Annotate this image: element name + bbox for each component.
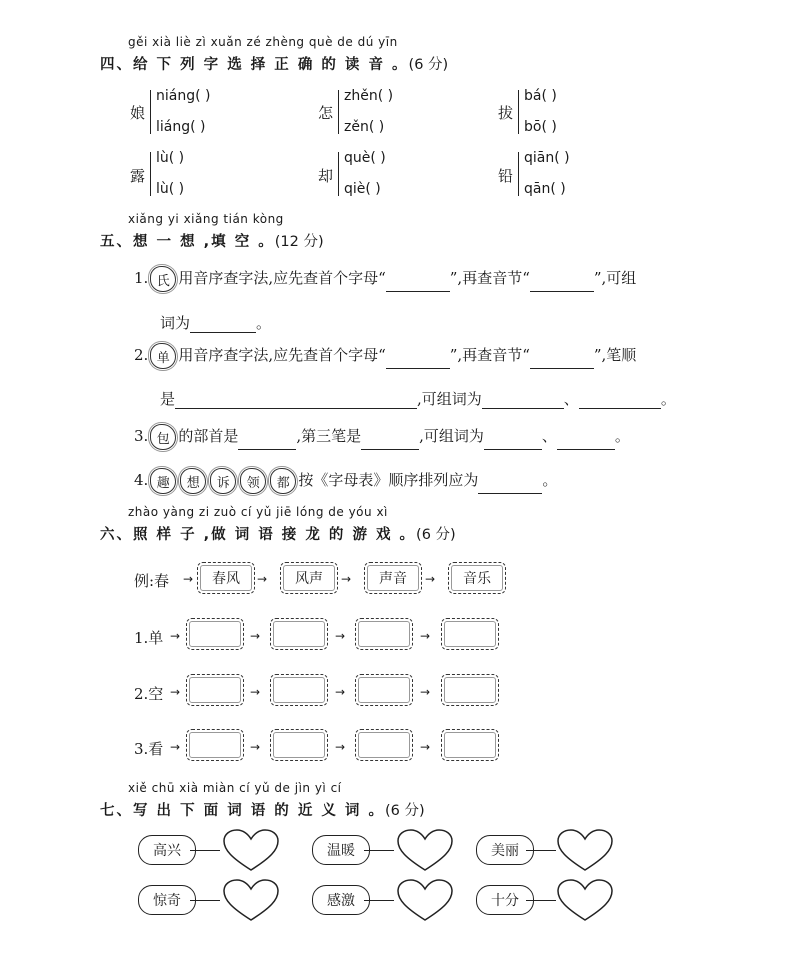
example-label: 例:春 — [134, 572, 170, 590]
heart-answer-box[interactable] — [556, 878, 614, 922]
connector-line — [190, 850, 220, 851]
word-oval: 高兴 — [138, 835, 196, 865]
sec6-pinyin: zhào yàng zi zuò cí yǔ jiē lóng de yóu xì — [128, 505, 388, 519]
option[interactable]: bō( ) — [524, 119, 557, 135]
option[interactable]: què( ) — [344, 150, 386, 166]
q2-text: ,可组词为 — [417, 390, 482, 408]
answer-box[interactable] — [186, 729, 244, 761]
sec4-title — [100, 53, 448, 74]
answer-box[interactable] — [186, 674, 244, 706]
answer-box[interactable] — [355, 729, 413, 761]
arrow-icon: → — [335, 740, 346, 754]
char-que: 却 — [318, 167, 334, 185]
heart-answer-box[interactable] — [222, 828, 280, 872]
flower-char: 单 — [150, 343, 176, 369]
arrow-icon: → — [170, 685, 181, 699]
q2-text: ”,笔顺 — [593, 346, 637, 364]
heart-answer-box[interactable] — [222, 878, 280, 922]
q2-line2 — [160, 388, 676, 409]
word-box: 春风 — [197, 562, 255, 594]
char-qian: 铅 — [498, 167, 514, 185]
option[interactable]: zěn( ) — [344, 119, 385, 135]
arrow-icon: → — [335, 685, 346, 699]
row-label: 3.看 — [134, 740, 164, 758]
char-niang: 娘 — [130, 104, 146, 122]
arrow-icon: → — [425, 572, 436, 586]
arrow-icon: → — [250, 685, 261, 699]
q2-text: 。 — [660, 390, 676, 408]
option[interactable]: niáng( ) — [156, 88, 211, 104]
answer-box[interactable] — [441, 674, 499, 706]
answer-box[interactable] — [441, 618, 499, 650]
answer-box[interactable] — [270, 618, 328, 650]
option[interactable]: lù( ) — [156, 150, 185, 166]
arrow-icon: → — [250, 629, 261, 643]
q3-line — [134, 424, 630, 450]
q3-number: 3. — [134, 427, 149, 445]
option[interactable]: zhěn( ) — [344, 88, 394, 104]
option[interactable]: liáng( ) — [156, 119, 206, 135]
flower-char: 领 — [240, 468, 266, 494]
answer-blank[interactable] — [482, 393, 564, 409]
q1-number: 1. — [134, 269, 149, 287]
q3-text: 。 — [614, 427, 630, 445]
answer-blank[interactable] — [530, 353, 594, 369]
q2-text: 、 — [563, 390, 579, 408]
flower-char: 想 — [180, 468, 206, 494]
q3-text: ,可组词为 — [419, 427, 484, 445]
answer-box[interactable] — [270, 729, 328, 761]
answer-blank[interactable] — [386, 353, 450, 369]
q1-text: 用音序查字法,应先查首个字母“ — [178, 269, 386, 287]
word-oval: 美丽 — [476, 835, 534, 865]
flower-char: 包 — [150, 424, 176, 450]
connector-line — [526, 900, 556, 901]
answer-box[interactable] — [441, 729, 499, 761]
option[interactable]: qān( ) — [524, 181, 566, 197]
answer-blank[interactable] — [557, 434, 615, 450]
answer-box[interactable] — [186, 618, 244, 650]
q4-text: 。 — [542, 471, 558, 489]
word-oval: 十分 — [476, 885, 534, 915]
sec5-title — [100, 230, 324, 251]
answer-blank[interactable] — [484, 434, 542, 450]
arrow-icon: → — [183, 572, 194, 586]
q1-text: ”,再查音节“ — [449, 269, 530, 287]
char-zen: 怎 — [318, 104, 334, 122]
answer-blank[interactable] — [386, 276, 450, 292]
q3-text: 的部首是 — [178, 427, 239, 445]
flower-char: 都 — [270, 468, 296, 494]
sec7-score: (6 分) — [384, 803, 425, 819]
answer-blank[interactable] — [579, 393, 661, 409]
q4-text: 按《字母表》顺序排列应为 — [298, 471, 479, 489]
sec6-title-text: 六、照 样 子 ,做 词 语 接 龙 的 游 戏 。 — [100, 527, 417, 543]
answer-blank[interactable] — [175, 393, 417, 409]
flower-char: 诉 — [210, 468, 236, 494]
arrow-icon: → — [420, 685, 431, 699]
q2-text: 是 — [160, 390, 176, 408]
connector-line — [364, 900, 394, 901]
answer-blank[interactable] — [190, 317, 256, 333]
sec5-pinyin: xiǎng yi xiǎng tián kòng — [128, 212, 284, 226]
arrow-icon: → — [170, 629, 181, 643]
q2-text: 用音序查字法,应先查首个字母“ — [178, 346, 386, 364]
connector-line — [364, 850, 394, 851]
heart-answer-box[interactable] — [396, 828, 454, 872]
sec7-title — [100, 799, 425, 820]
q1-text: 词为 — [160, 314, 191, 332]
word-oval: 温暖 — [312, 835, 370, 865]
word-oval: 惊奇 — [138, 885, 196, 915]
option[interactable]: qiān( ) — [524, 150, 570, 166]
word-box: 音乐 — [448, 562, 506, 594]
answer-blank[interactable] — [530, 276, 594, 292]
q4-line — [134, 468, 557, 494]
answer-box[interactable] — [270, 674, 328, 706]
flower-char: 氏 — [150, 266, 176, 292]
arrow-icon: → — [257, 572, 268, 586]
arrow-icon: → — [420, 629, 431, 643]
word-box: 风声 — [280, 562, 338, 594]
arrow-icon: → — [341, 572, 352, 586]
option[interactable]: bá( ) — [524, 88, 557, 104]
connector-line — [526, 850, 556, 851]
q1-line2 — [160, 312, 271, 333]
q2-number: 2. — [134, 346, 149, 364]
row-label: 2.空 — [134, 685, 164, 703]
q1-line1 — [134, 266, 636, 292]
sec7-title-text: 七、写 出 下 面 词 语 的 近 义 词 。 — [100, 803, 385, 819]
sec7-pinyin: xiě chū xià miàn cí yǔ de jìn yì cí — [128, 781, 342, 795]
sec4-pinyin: gěi xià liè zì xuǎn zé zhèng què de dú yīn — [128, 35, 398, 49]
answer-blank[interactable] — [238, 434, 296, 450]
arrow-icon: → — [170, 740, 181, 754]
sec5-score: (12 分) — [274, 234, 324, 250]
answer-box[interactable] — [355, 618, 413, 650]
answer-blank[interactable] — [361, 434, 419, 450]
q3-text: ,第三笔是 — [296, 427, 362, 445]
arrow-icon: → — [250, 740, 261, 754]
q1-text: 。 — [256, 314, 272, 332]
q1-text: ”,可组 — [593, 269, 637, 287]
q2-text: ”,再查音节“ — [449, 346, 530, 364]
sec4-title-text: 四、给 下 列 字 选 择 正 确 的 读 音 。 — [100, 57, 409, 73]
word-oval: 感激 — [312, 885, 370, 915]
answer-blank[interactable] — [478, 478, 542, 494]
char-ba: 拔 — [498, 104, 514, 122]
sec5-title-text: 五、想 一 想 ,填 空 。 — [100, 234, 275, 250]
sec6-title — [100, 523, 456, 544]
heart-answer-box[interactable] — [556, 828, 614, 872]
row-label: 1.单 — [134, 629, 164, 647]
q3-text: 、 — [541, 427, 557, 445]
answer-box[interactable] — [355, 674, 413, 706]
option[interactable]: qiè( ) — [344, 181, 381, 197]
arrow-icon: → — [420, 740, 431, 754]
sec4-score: (6 分) — [408, 57, 449, 73]
char-lu: 露 — [130, 167, 146, 185]
connector-line — [190, 900, 220, 901]
q4-number: 4. — [134, 471, 149, 489]
q2-line1 — [134, 343, 636, 369]
sec6-score: (6 分) — [416, 527, 456, 543]
word-box: 声音 — [364, 562, 422, 594]
arrow-icon: → — [335, 629, 346, 643]
option[interactable]: lù( ) — [156, 181, 185, 197]
heart-answer-box[interactable] — [396, 878, 454, 922]
flower-char: 趣 — [150, 468, 176, 494]
